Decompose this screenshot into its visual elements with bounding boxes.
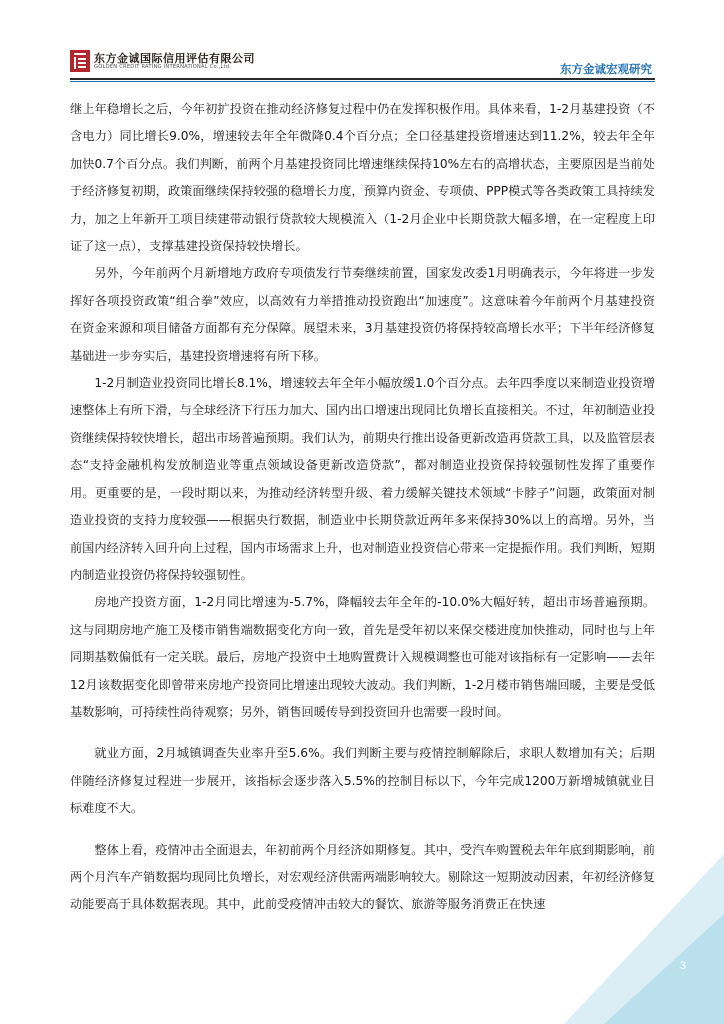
paragraph: 整体上看，疫情冲击全面退去，年初前两个月经济如期修复。其中，受汽车购置税去年年底到期影响，前两个月汽车产销数据均现同比负增长，对宏观经济供需两端影响较大。剔除这一短期波动因素，年初经济修复动能要高于具体数据表现。其中，此前受疫情冲击较大的餐饮、旅游等服务消费正在快速 xyxy=(70,842,656,912)
golden-credit-logo-icon xyxy=(70,50,90,72)
company-name-cn: 东方金诚国际信用评估有限公司 xyxy=(94,52,255,65)
body-text xyxy=(70,96,655,919)
paragraph: 就业方面，2月城镇调查失业率升至5.6%。我们判断主要与疫情控制解除后，求职人数增加有关；后期伴随经济修复过程进一步展开，该指标会逐步落入5.5%的控制目标以下，今年完成1200万新增城镇就业目标难度不大。 xyxy=(70,746,655,816)
page-number: 3 xyxy=(679,960,686,972)
paragraph: 继上年稳增长之后，今年初扩投资在推动经济修复过程中仍在发挥积极作用。具体来看，1-2月基建投资（不含电力）同比增长9.0%，增速较去年全年微降0.4个百分点；全口径基建投资增速达到11.2%，较去年全年加快0.7个百分点。我们判断，前两个月基建投资同比增速继续保持10%左右的高增状态，主要原因是当前处于经济修复初期，政策面继续保持较强的稳增长力度，预算内资金、专项债、PPP模式等各类政策工具持续发力，加之上年新开工项目续建带动银行贷款较大规模流入（1-2月企业中长期贷款大幅多增，在一定程度上印证了这一点），支撑基建投资保持较快增长。 xyxy=(70,102,655,254)
report-series-title: 东方金诚宏观研究 xyxy=(560,62,652,76)
paragraph: 1-2月制造业投资同比增长8.1%，增速较去年全年小幅放缓1.0个百分点。去年四季度以来制造业投资增速整体上有所下滑，与全球经济下行压力加大、国内出口增速出现同比负增长直接相关。不过，年初制造业投资继续保持较快增长，超出市场普遍预期。我们认为，前期央行推出设备更新改造再贷款工具，以及监管层表态“支持金融机构发放制造业等重点领域设备更新改造贷款”，都对制造业投资保持较强韧性发挥了重要作用。更重要的是，一段时期以来，为推动经济转型升级、着力缓解关键技术领域“卡脖子”问题，政策面对制造业投资的支持力度较强——根据央行数据，制造业中长期贷款近两年多来保持30%以上的高增。另外，当前国内经济转入回升向上过程，国内市场需求上升，也对制造业投资信心带来一定提振作用。我们判断，短期内制造业投资仍将保持较强韧性。 xyxy=(70,376,655,582)
header-divider xyxy=(70,78,655,80)
company-name-en: GOLDEN CREDIT RATING INTERNATIONAL Co.,Ltd. xyxy=(94,64,232,70)
paragraph: 房地产投资方面，1-2月同比增速为-5.7%，降幅较去年全年的-10.0%大幅好转，超出市场普遍预期。这与同期房地产施工及楼市销售端数据变化方向一致，首先是受年初以来保交楼进度加快推动，同时也与上年同期基数偏低有一定关联。最后，房地产投资中土地购置费计入规模调整也可能对该指标有一定影响——去年12月该数据变化即曾带来房地产投资同比增速出现较大波动。我们判断，1-2月楼市销售端回暖，主要是受低基数影响，可持续性尚待观察；另外，销售回暖传导到投资回升也需要一段时间。 xyxy=(70,595,655,719)
paragraph: 另外，今年前两个月新增地方政府专项债发行节奏继续前置，国家发改委1月明确表示，今年将进一步发挥好各项投资政策“组合拳”效应，以高效有力举措推动投资跑出“加速度”。这意味着今年前两个月基建投资在资金来源和项目储备方面都有充分保障。展望未来，3月基建投资仍将保持较高增长水平；下半年经济修复基础进一步夯实后，基建投资增速将有所下移。 xyxy=(70,266,655,363)
header-divider-accent xyxy=(70,81,655,82)
page-header xyxy=(0,0,724,90)
corner-decoration xyxy=(564,854,724,1024)
